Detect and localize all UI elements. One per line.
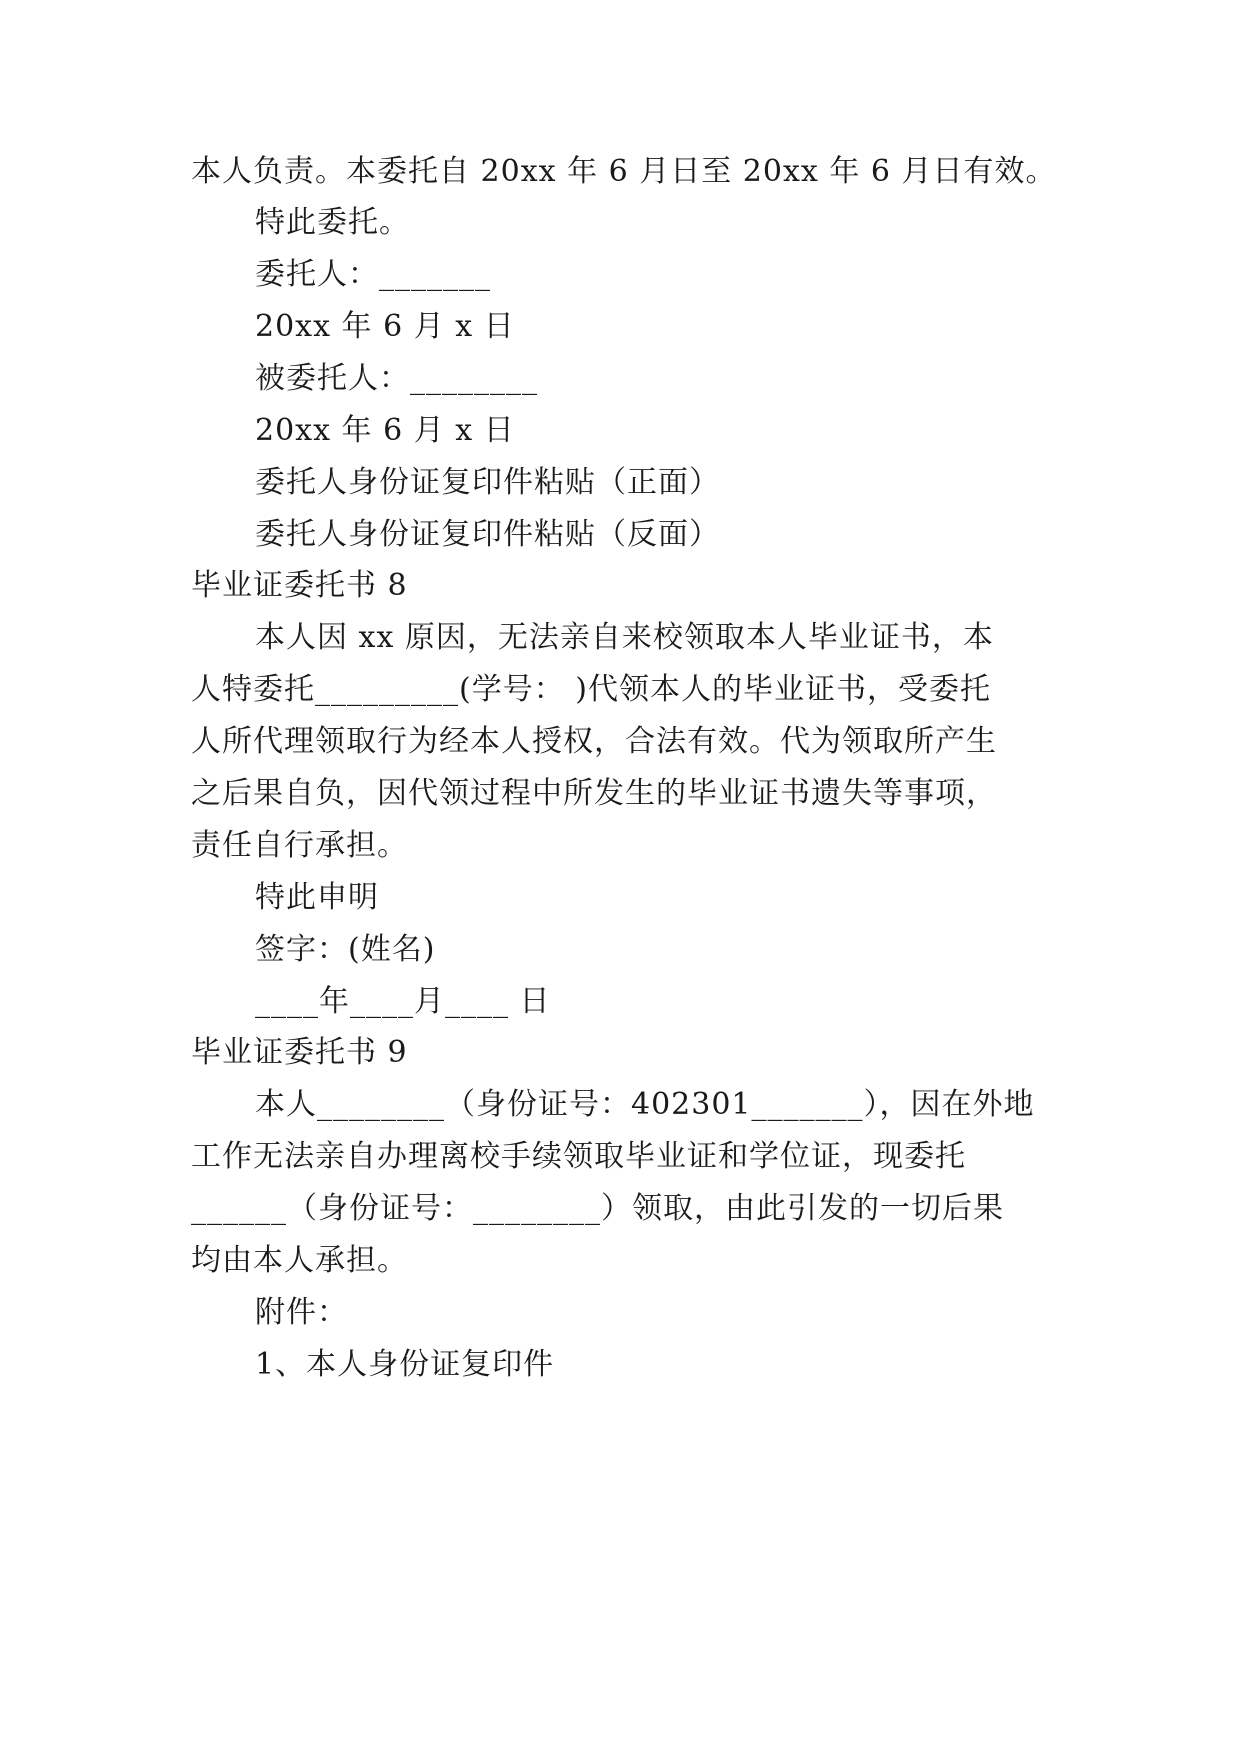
paragraph-line: 本人因 xx 原因，无法亲自来校领取本人毕业证书，本 — [255, 620, 994, 655]
paragraph-line: 人所代理领取行为经本人授权，合法有效。代为领取所产生 — [191, 724, 997, 759]
paragraph-line: 均由本人承担。 — [191, 1243, 408, 1278]
paragraph-line: 工作无法亲自办理离校手续领取毕业证和学位证，现委托 — [191, 1139, 966, 1174]
attachment-note: 委托人身份证复印件粘贴（反面） — [255, 517, 720, 552]
paragraph-line: 特此申明 — [255, 880, 379, 915]
date-line: 20xx 年 6 月 x 日 — [255, 309, 515, 344]
paragraph-line: 责任自行承担。 — [191, 828, 408, 863]
paragraph-line: 人特委托_________(学号： )代领本人的毕业证书，受委托 — [191, 672, 991, 707]
signature-line: 签字：(姓名) — [255, 932, 436, 967]
attachment-note: 委托人身份证复印件粘贴（正面） — [255, 465, 720, 500]
paragraph-line: 本人________（身份证号：402301_______），因在外地 — [255, 1087, 1035, 1122]
signature-line-principal: 委托人：_______ — [255, 257, 491, 292]
signature-line-agent: 被委托人：________ — [255, 361, 538, 396]
date-line: ____年____月____ 日 — [255, 984, 551, 1019]
date-line: 20xx 年 6 月 x 日 — [255, 413, 515, 448]
paragraph-line: 本人负责。本委托自 20xx 年 6 月日至 20xx 年 6 月日有效。 — [191, 154, 1057, 189]
section-heading: 毕业证委托书 8 — [191, 568, 408, 603]
paragraph-line: 特此委托。 — [255, 205, 410, 240]
paragraph-line: 之后果自负，因代领过程中所发生的毕业证书遗失等事项， — [191, 776, 997, 811]
attachment-item: 1、本人身份证复印件 — [255, 1347, 555, 1382]
paragraph-line: ______（身份证号：________）领取，由此引发的一切后果 — [191, 1191, 1004, 1226]
attachments-label: 附件： — [255, 1295, 348, 1330]
section-heading: 毕业证委托书 9 — [191, 1035, 408, 1070]
